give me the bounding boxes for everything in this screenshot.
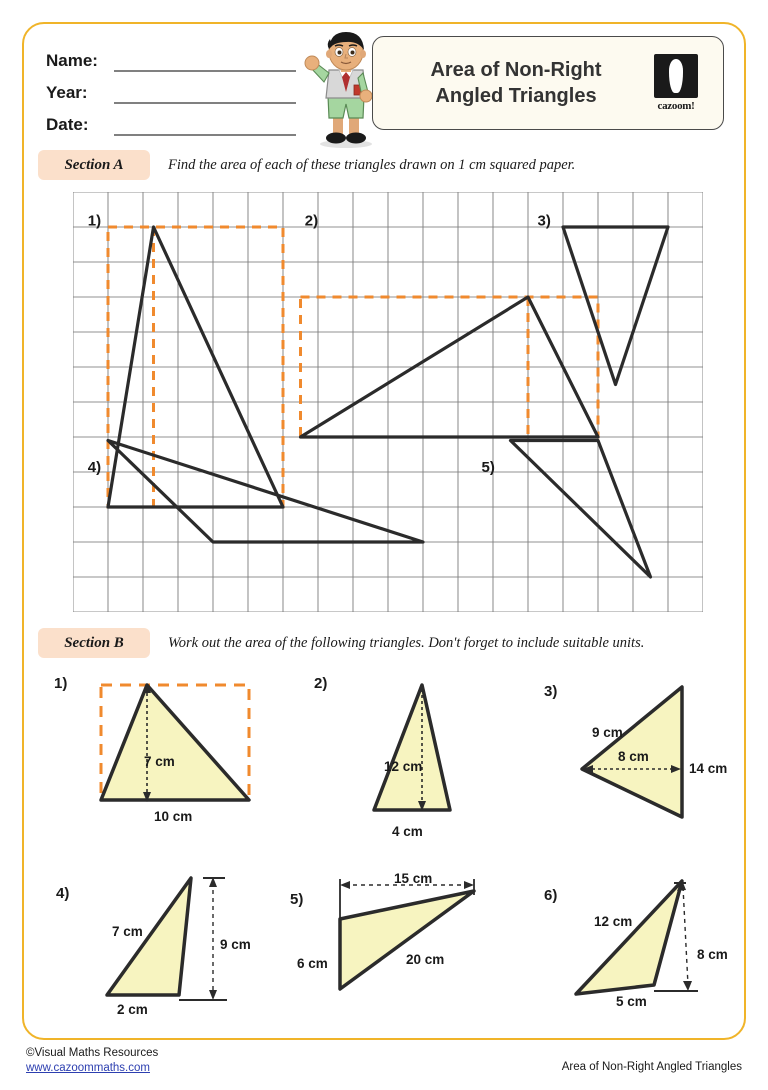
- dim-b4-base: 2 cm: [117, 1002, 148, 1017]
- dim-b1-height: 7 cm: [144, 754, 175, 769]
- question-number-b6: 6): [544, 887, 558, 904]
- dim-b2-base: 4 cm: [392, 824, 423, 839]
- worksheet-header: [24, 24, 744, 142]
- student-fields: [46, 40, 296, 136]
- section-a-pill: Section A: [38, 150, 150, 180]
- section-b-figures: [24, 669, 744, 1029]
- section-b-instruction: Work out the area of the following triangles. Don't forget to include suitable units.: [168, 634, 645, 651]
- question-number-b3: 3): [544, 683, 558, 700]
- footer-website-link[interactable]: www.cazoommaths.com: [26, 1062, 150, 1074]
- dim-b4-side: 7 cm: [112, 924, 143, 939]
- question-number-b4: 4): [56, 885, 70, 902]
- section-a-grid: [73, 192, 703, 612]
- dim-b3-height: 8 cm: [618, 749, 649, 764]
- section-a-instruction: Find the area of each of these triangles drawn on 1 cm squared paper.: [168, 156, 576, 173]
- field-date-input[interactable]: [114, 116, 296, 136]
- dim-b3-side: 9 cm: [592, 725, 623, 740]
- dim-b2-height: 12 cm: [384, 759, 423, 774]
- title-line-1: Area of Non-Right: [430, 59, 602, 81]
- dim-b5-side: 6 cm: [297, 956, 328, 971]
- question-number-b1: 1): [54, 675, 68, 692]
- cazoom-logo-mark-icon: [654, 54, 698, 98]
- question-number-a5: 5): [481, 459, 495, 476]
- question-number-a1: 1): [87, 212, 102, 230]
- figure-b2: [354, 669, 474, 829]
- page-title: [373, 57, 643, 109]
- footer-title: Area of Non-Right Angled Triangles: [561, 1061, 742, 1073]
- footer-copyright: ©Visual Maths Resources: [26, 1047, 159, 1059]
- worksheet-page: [22, 22, 746, 1040]
- question-number-a4: 4): [87, 459, 102, 476]
- section-b-pill: Section B: [38, 628, 150, 658]
- field-year[interactable]: [46, 72, 296, 104]
- field-name-label: Name:: [46, 51, 98, 70]
- field-year-label: Year:: [46, 83, 88, 102]
- footer-left: [26, 1046, 158, 1076]
- field-name[interactable]: [46, 40, 296, 72]
- question-number-a3: 3): [537, 212, 551, 230]
- question-number-b5: 5): [290, 891, 304, 908]
- triangle-5: [511, 441, 651, 578]
- question-number-b2: 2): [314, 675, 328, 692]
- dim-b5-hyp: 20 cm: [406, 952, 445, 967]
- worksheet-footer: [26, 1046, 742, 1082]
- question-number-a2: 2): [304, 212, 319, 230]
- cazoom-logo: [643, 54, 709, 112]
- section-b-bar: [38, 628, 644, 658]
- figure-b3: [564, 669, 754, 829]
- figure-b1: [74, 669, 284, 829]
- figure-b6: [564, 867, 754, 1012]
- dim-b3-base: 14 cm: [689, 761, 728, 776]
- worksheet-title-box: [372, 36, 724, 130]
- field-year-input[interactable]: [114, 84, 296, 104]
- dim-b5-top: 15 cm: [394, 871, 433, 886]
- dim-b6-base: 5 cm: [616, 994, 647, 1009]
- field-name-input[interactable]: [114, 52, 296, 72]
- triangle-4: [108, 441, 423, 543]
- figure-b5: [312, 867, 512, 1007]
- triangle-3: [563, 227, 668, 385]
- field-date[interactable]: [46, 104, 296, 136]
- field-date-label: Date:: [46, 115, 89, 134]
- dim-b6-side: 12 cm: [594, 914, 633, 929]
- title-line-2: Angled Triangles: [435, 85, 597, 107]
- section-a-bar: [38, 150, 575, 180]
- dim-b6-height: 8 cm: [697, 947, 728, 962]
- dim-b1-base: 10 cm: [154, 809, 193, 824]
- cazoom-logo-word: cazoom!: [657, 100, 695, 112]
- dim-b4-height: 9 cm: [220, 937, 251, 952]
